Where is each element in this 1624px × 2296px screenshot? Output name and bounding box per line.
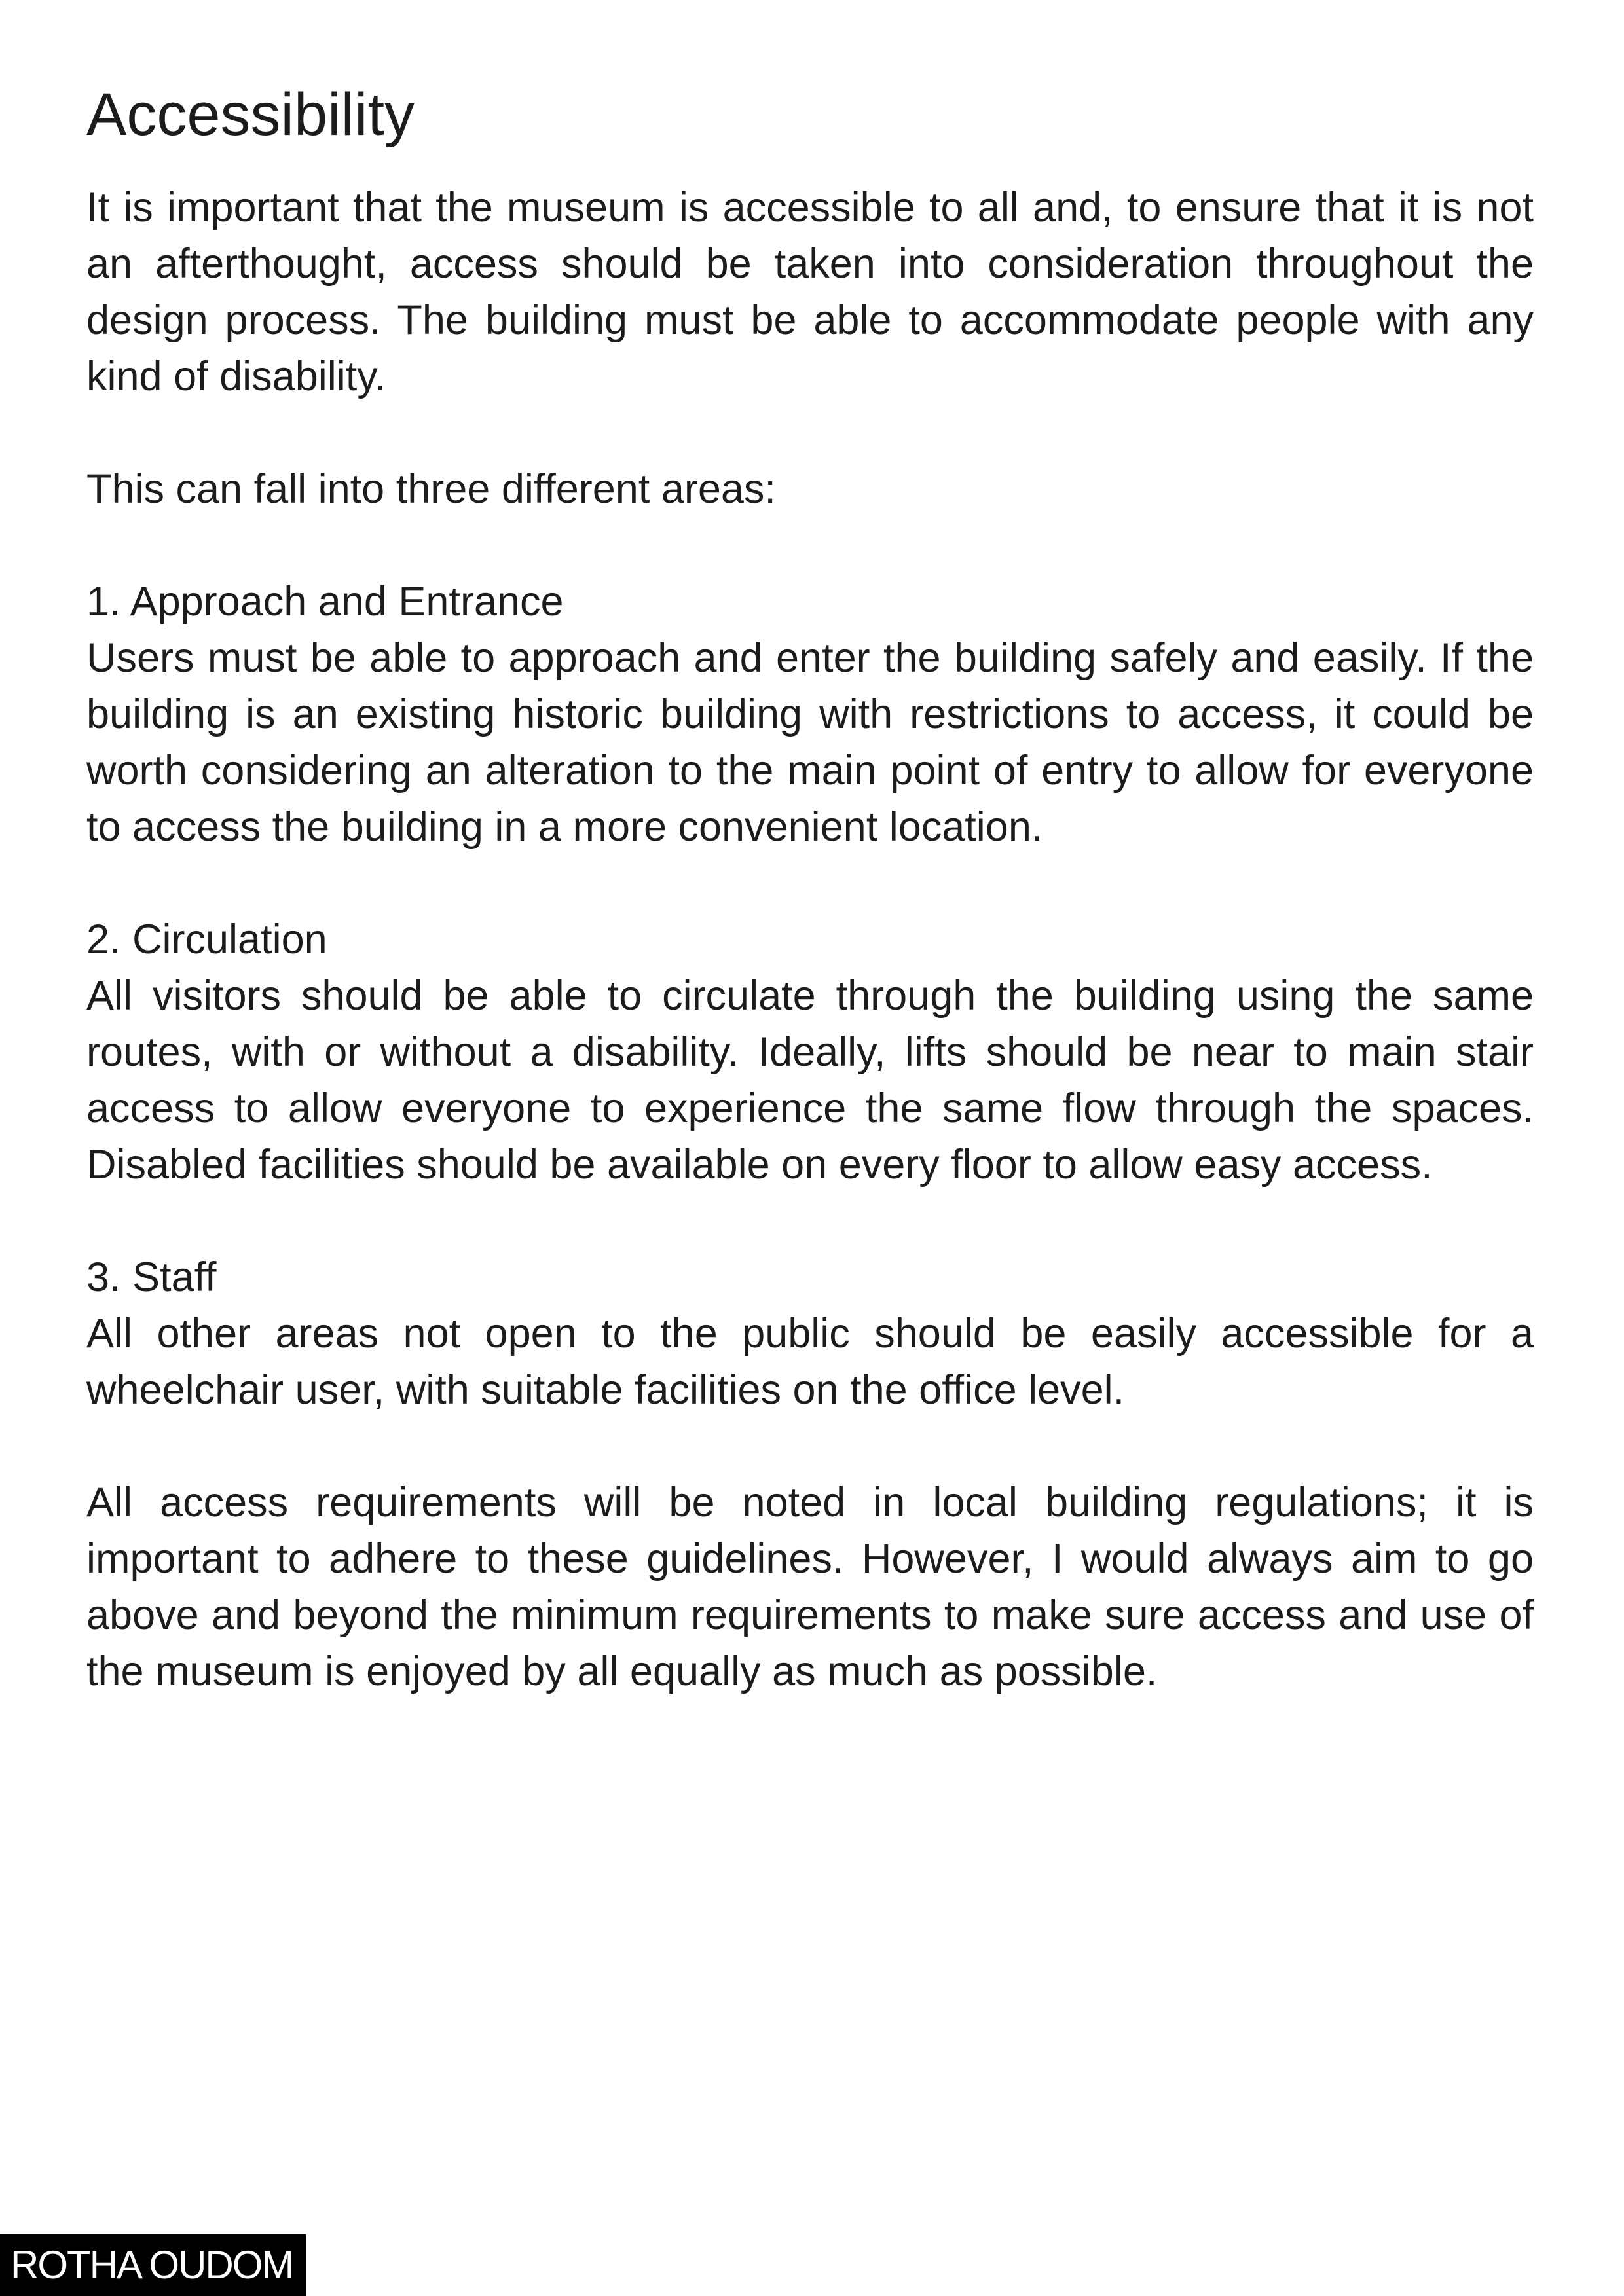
areas-lead-paragraph: This can fall into three different areas: (86, 466, 776, 513)
page-title: Accessibility (86, 81, 415, 148)
spacer (86, 1193, 1534, 1249)
spacer (86, 1418, 1534, 1474)
section-body: All visitors should be able to circulate through the building using the same routes, with or without a disability. Ideally, lifts should be near to main stair access to allow everyone to experience the same flow through the spaces. Disabled facilities should be available on every floor to allow easy access. (86, 973, 1534, 1188)
spacer (86, 517, 1534, 574)
section-body: Users must be able to approach and enter the building safely and easily. If the building is an existing historic building with restrictions to access, it could be worth considering an alteration to the main point of entry to allow for everyone to access the building in a more convenient location. (86, 635, 1534, 850)
section-heading: 1. Approach and Entrance (86, 579, 564, 625)
section-staff (86, 1249, 1534, 1418)
section-heading: 3. Staff (86, 1254, 217, 1301)
conclusion-paragraph: All access requirements will be noted in local building regulations; it is important to adhere to these guidelines. However, I would always aim to go above and beyond the minimum requirements to make sure access and use of the museum is enjoyed by all equally as much as possible. (86, 1480, 1534, 1695)
document-body (86, 79, 1534, 1700)
spacer (86, 405, 1534, 461)
section-approach (86, 574, 1534, 855)
section-body: All other areas not open to the public should be easily accessible for a wheelchair user, with suitable facilities on the office level. (86, 1311, 1534, 1413)
intro-paragraph: It is important that the museum is accessible to all and, to ensure that it is not an afterthought, access should be taken into consideration throughout the design process. The building must be able to accommodate people with any kind of disability. (86, 185, 1534, 400)
spacer (86, 855, 1534, 911)
section-circulation (86, 911, 1534, 1193)
author-label: ROTHA OUDOM (0, 2234, 306, 2296)
section-heading: 2. Circulation (86, 917, 327, 963)
